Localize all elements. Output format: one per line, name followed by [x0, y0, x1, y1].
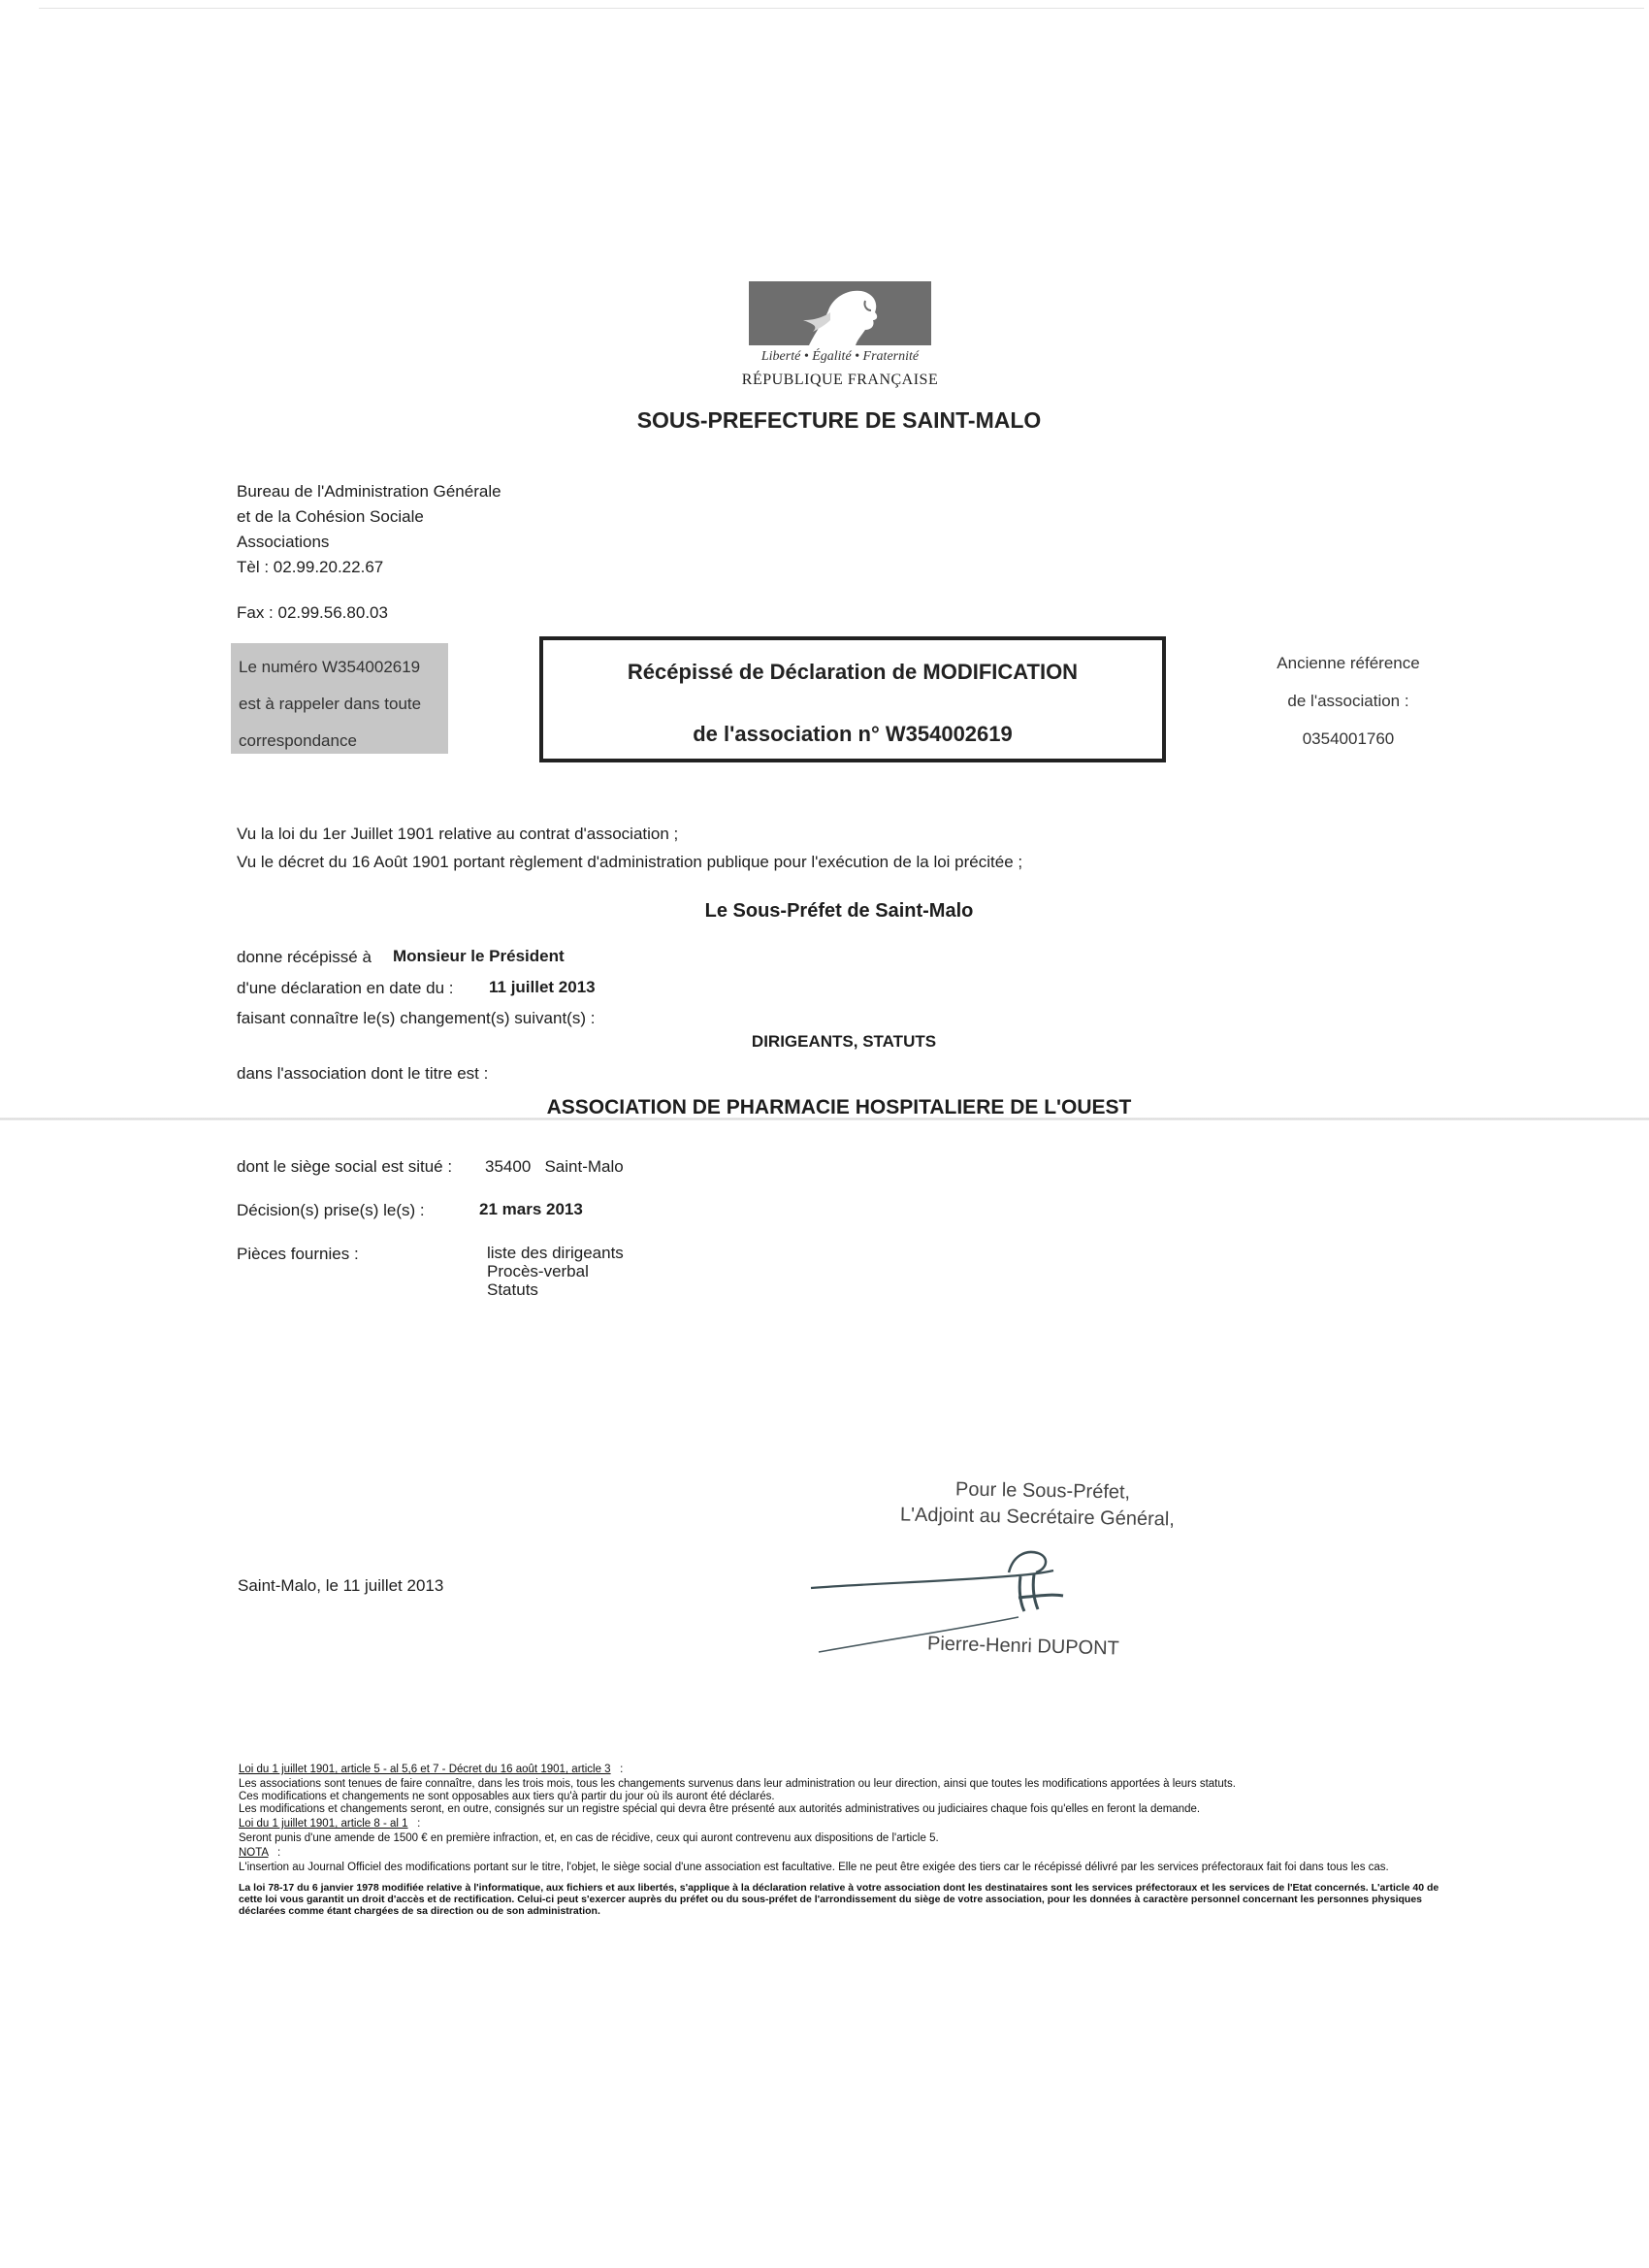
date-label: d'une déclaration en date du : — [237, 979, 454, 997]
old-reference-value: 0354001760 — [1302, 729, 1395, 748]
changes-value: DIRIGEANTS, STATUTS — [751, 1032, 937, 1051]
titre-label: dans l'association dont le titre est : — [237, 1064, 489, 1083]
bureau-line: Bureau de l'Administration Générale — [237, 482, 501, 501]
decision-label: Décision(s) prise(s) le(s) : — [237, 1201, 425, 1219]
decision-value: 21 mars 2013 — [479, 1200, 583, 1218]
legal-paragraph: Les modifications et changements seront, en outre, consignés sur un registre spécial qui devra être présenté aux autorités administratives ou judiciaires chaque fois qu'elles en feront la demande. — [239, 1803, 1201, 1815]
legal-cnil-paragraph: La loi 78-17 du 6 janvier 1978 modifiée relative à l'informatique, aux fichiers et aux libertés, s'applique à la déclaration relative à votre association dont les destinataires sont les services préfectoraux et les services de l'Etat concernés. L'article 40 de cette loi vous garantit un droit d'accès et de rectification. Celui-ci peut s'exercer auprès du préfet ou du sous-préfet de l'arrondissement du siège de votre association, pour les données à caractère personnel concernant les personnes physiques déclarées comme étant chargées de sa direction ou de son administration. — [239, 1882, 1439, 1917]
donne-value: Monsieur le Président — [393, 947, 565, 965]
pieces-label: Pièces fournies : — [237, 1245, 359, 1263]
receipt-title-box — [539, 636, 1166, 762]
legal-notice — [239, 1764, 1451, 1917]
bureau-line: et de la Cohésion Sociale — [237, 507, 424, 526]
siege-label: dont le siège social est situé : — [237, 1157, 453, 1176]
prefecture-title: SOUS-PREFECTURE DE SAINT-MALO — [636, 407, 1042, 433]
legal-paragraph: Les associations sont tenues de faire connaître, dans les trois mois, tous les changements survenus dans leur administration ou leur direction, ainsi que toutes les modifications apportées à leurs statuts. — [239, 1778, 1236, 1790]
donne-label: donne récépissé à — [237, 948, 372, 966]
reference-line: Le numéro W354002619 — [239, 658, 421, 676]
legal-paragraph: L'insertion au Journal Officiel des modifications portant sur le titre, l'objet, le siège social d'une association est facultative. Elle ne peut être exigée des tiers car le récépissé délivré par les services préfectoraux fait foi dans tous les cas. — [239, 1862, 1389, 1873]
vu-loi-line: Vu la loi du 1er Juillet 1901 relative au contrat d'association ; — [237, 825, 679, 843]
bureau-fax: Fax : 02.99.56.80.03 — [237, 603, 388, 622]
legal-paragraph: Seront punis d'une amende de 1500 € en première infraction, et, en cas de récidive, ceux qui auront contrevenu aux dispositions de l'article 5. — [239, 1832, 939, 1844]
legal-paragraph: Ces modifications et changements ne sont opposables aux tiers qu'à partir du jour où ils auront été déclarés. — [239, 1791, 775, 1802]
republique-francaise-text: RÉPUBLIQUE FRANÇAISE — [741, 372, 939, 388]
piece-item: Procès-verbal — [487, 1262, 589, 1280]
association-title: ASSOCIATION DE PHARMACIE HOSPITALIERE DE L'OUEST — [546, 1096, 1132, 1118]
legal-heading-nota: NOTA : — [239, 1847, 281, 1859]
siege-value: 35400 Saint-Malo — [485, 1157, 624, 1176]
place-date: Saint-Malo, le 11 juillet 2013 — [238, 1576, 444, 1595]
scan-edge — [39, 8, 1644, 9]
changes-label: faisant connaître le(s) changement(s) suivant(s) : — [237, 1009, 596, 1027]
piece-item: Statuts — [487, 1280, 538, 1299]
old-reference-label: Ancienne référence — [1277, 654, 1420, 672]
receipt-title: Récépissé de Déclaration de MODIFICATION — [627, 660, 1079, 684]
association-number: de l'association n° W354002619 — [693, 722, 1013, 746]
reference-number-box — [231, 643, 448, 754]
bureau-address — [237, 479, 501, 580]
marianne-logo — [749, 281, 931, 345]
signature-adjoint: L'Adjoint au Secrétaire Général, — [899, 1504, 1176, 1531]
date-value: 11 juillet 2013 — [489, 978, 596, 996]
bureau-phone: Tèl : 02.99.20.22.67 — [237, 558, 384, 576]
piece-item: liste des dirigeants — [487, 1244, 624, 1262]
old-reference-label: de l'association : — [1287, 692, 1409, 710]
vu-decret-line: Vu le décret du 16 Août 1901 portant règlement d'administration publique pour l'exécution de la loi précitée ; — [237, 853, 1023, 871]
sous-prefet-heading: Le Sous-Préfet de Saint-Malo — [704, 900, 974, 922]
legal-heading-2: Loi du 1 juillet 1901, article 8 - al 1 : — [239, 1818, 421, 1830]
reference-line: est à rappeler dans toute — [239, 695, 422, 713]
legal-heading-1: Loi du 1 juillet 1901, article 5 - al 5,6 et 7 - Décret du 16 août 1901, article 3 : — [239, 1764, 624, 1775]
devise-text: Liberté • Égalité • Fraternité — [760, 349, 920, 364]
bureau-line: Associations — [237, 533, 330, 551]
signatory-name: Pierre-Henri DUPONT — [926, 1633, 1120, 1660]
pieces-list — [487, 1244, 624, 1299]
reference-line: correspondance — [239, 731, 357, 750]
signature-pour: Pour le Sous-Préfet, — [954, 1478, 1131, 1504]
old-reference — [1232, 644, 1465, 758]
